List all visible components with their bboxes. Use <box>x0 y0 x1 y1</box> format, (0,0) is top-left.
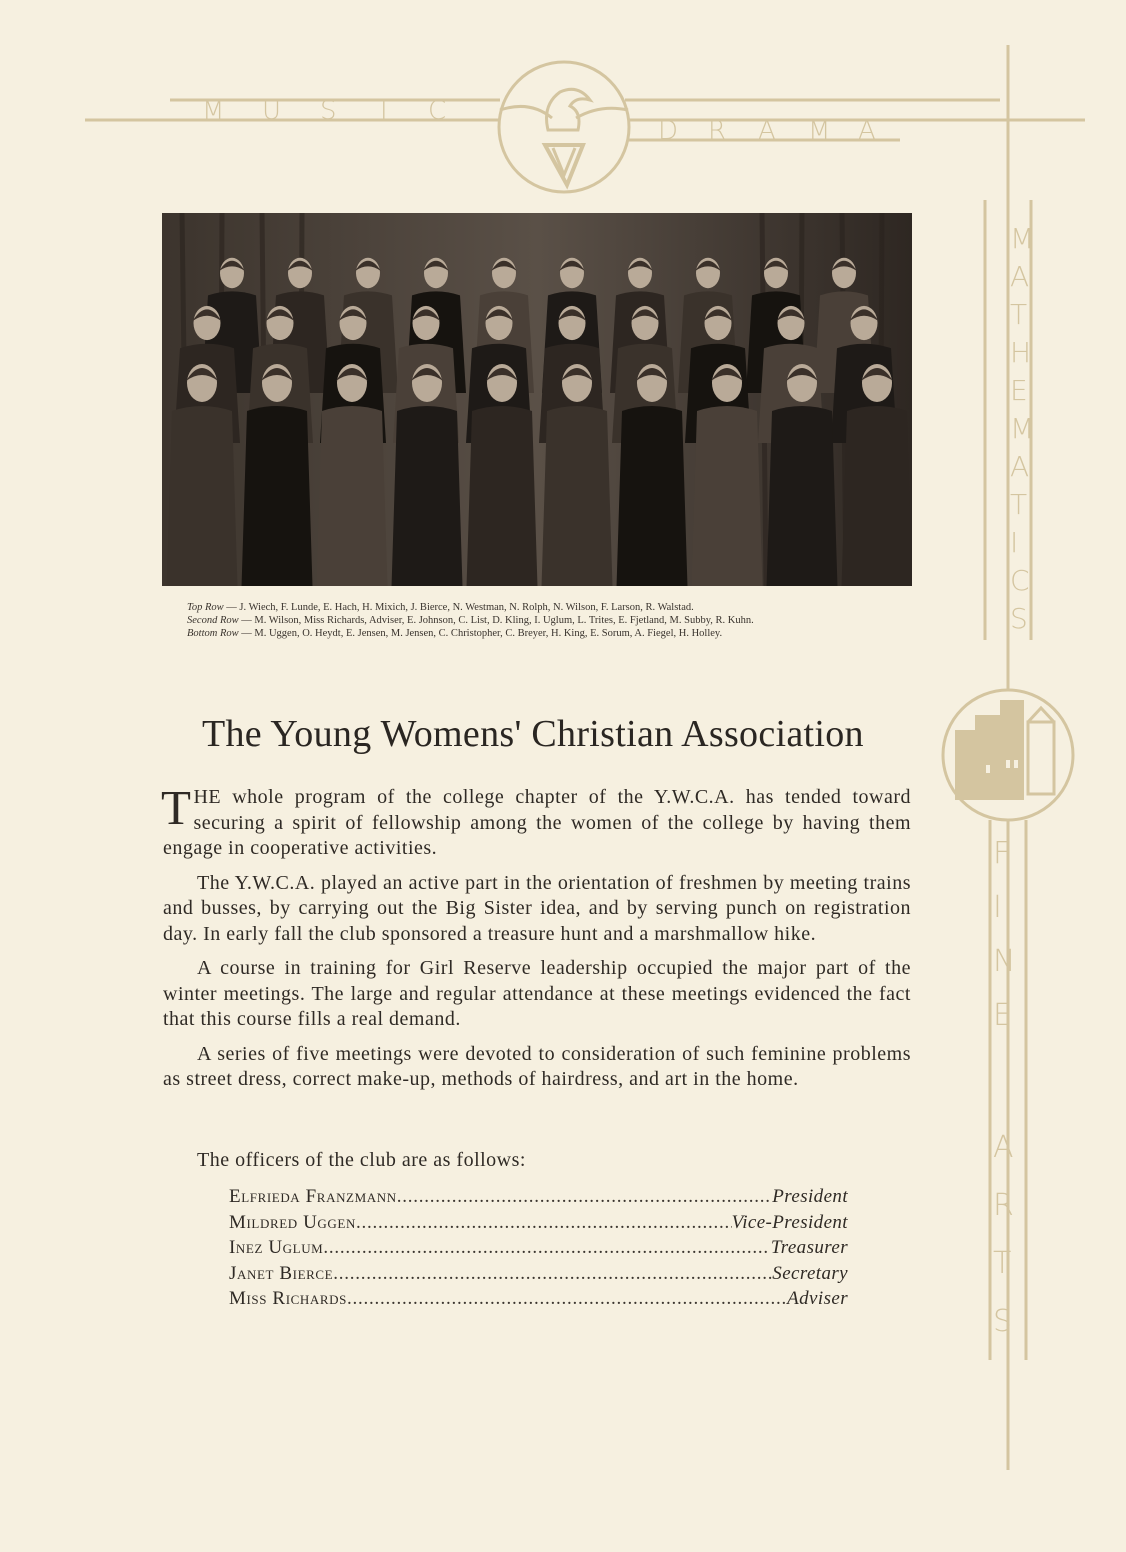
ornament-letter: E <box>1010 374 1028 407</box>
ornament-letter: H <box>1010 336 1032 369</box>
drop-cap: T <box>161 780 192 835</box>
officers-intro: The officers of the club are as follows: <box>197 1149 526 1171</box>
caption-row-label: Bottom Row <box>187 628 239 639</box>
caption-bottom-row <box>187 627 927 640</box>
ornament-letter: R <box>708 116 727 146</box>
dot-leader <box>347 1286 787 1312</box>
officer-role: Adviser <box>787 1288 848 1309</box>
article-body <box>161 780 911 1102</box>
caption-second-row <box>187 614 927 627</box>
ornament-letter: D <box>658 116 679 146</box>
ornament-letter: F <box>993 836 1011 871</box>
caption-top-row <box>187 601 927 614</box>
ornament-letter: U <box>262 96 282 126</box>
officer-row <box>229 1184 848 1210</box>
officer-row <box>229 1261 848 1287</box>
ornament-letter: S <box>993 1304 1013 1339</box>
paragraph-2: The Y.W.C.A. played an active part in the orientation of freshmen by meeting trains and busses, by carrying out the Big Sister idea, and by serving punch on registration day. In early fall the club sponsored a treasure hunt and a marshmallow hike. <box>163 871 911 945</box>
officer-name: Miss Richards <box>229 1288 347 1309</box>
dot-leader <box>356 1210 732 1236</box>
ornament-letter: A <box>993 1130 1014 1165</box>
ornament-letter: R <box>993 1188 1014 1223</box>
group-photograph-image <box>162 213 912 586</box>
officer-role: Vice-President <box>731 1211 848 1233</box>
dot-leader <box>323 1235 770 1261</box>
officer-role: Secretary <box>772 1262 848 1284</box>
ornament-letter: C <box>1010 564 1030 597</box>
ornament-letter: M <box>1010 412 1035 445</box>
officer-name: Mildred Uggen <box>229 1211 356 1233</box>
paragraph-1 <box>161 780 911 862</box>
ornament-letter: A <box>858 116 876 146</box>
caption-row-names: — J. Wiech, F. Lunde, E. Hach, H. Mixich, J. Bierce, N. Westman, N. Rolph, N. Wilson, F. Larson, R. Walstad. <box>226 602 694 613</box>
officer-row <box>229 1235 848 1261</box>
ornament-letter: N <box>993 944 1016 979</box>
ornament-letter: T <box>1010 488 1028 521</box>
officer-row <box>229 1210 848 1236</box>
ornament-letter: S <box>1010 602 1028 635</box>
ornament-letter: C <box>428 96 447 126</box>
ornament-letter: S <box>320 96 337 126</box>
officer-name: Inez Uglum <box>229 1237 324 1258</box>
torch-emblem-icon <box>499 62 629 192</box>
ornament-letter: I <box>1010 526 1019 559</box>
caption-row-names: — M. Uggen, O. Heydt, E. Jensen, M. Jensen, C. Christopher, C. Breyer, H. King, E. Sorum, A. Fiegel, H. Holley. <box>241 628 723 639</box>
ornament-letter: T <box>1010 298 1028 331</box>
ornament-letter: E <box>993 998 1012 1033</box>
city-skyline-emblem-icon <box>943 690 1073 820</box>
ornament-letter: I <box>993 890 1002 925</box>
paragraph-text: HE whole program of the college chapter of the Y.W.C.A. has tended toward securing a spirit of fellowship among the women of the college by having them engage in cooperative activities. <box>163 786 911 859</box>
paragraph-3: A course in training for Girl Reserve leadership occupied the major part of the winter meetings. The large and regular attendance at these meetings evidenced the fact that this course fills a real demand. <box>163 957 911 1030</box>
photo-caption <box>187 601 927 640</box>
officer-role: Treasurer <box>770 1237 848 1258</box>
ornament-letter: M <box>202 96 225 126</box>
caption-row-label: Second Row <box>187 615 239 626</box>
ornament-letter: M <box>808 116 831 146</box>
ornament-letter: T <box>993 1246 1012 1281</box>
officers-list <box>229 1184 848 1312</box>
ornament-letter: A <box>1010 450 1030 483</box>
group-photograph <box>162 213 912 586</box>
ornament-letter: A <box>1010 260 1030 293</box>
officer-name: Elfrieda Franzmann <box>229 1186 397 1207</box>
ornament-letter: I <box>380 96 388 126</box>
ornament-letter: M <box>1010 222 1035 255</box>
caption-row-label: Top Row <box>187 602 224 613</box>
caption-row-names: — M. Wilson, Miss Richards, Adviser, E. Johnson, C. List, D. Kling, I. Uglum, L. Trites, E. Fjetland, M. Subby, R. Kuhn. <box>241 615 754 626</box>
dot-leader <box>333 1261 772 1287</box>
officer-name: Janet Bierce <box>229 1262 334 1284</box>
paragraph-4: A series of five meetings were devoted to consideration of such feminine problems as street dress, correct make-up, methods of hairdress, and art in the home. <box>163 1042 911 1090</box>
dot-leader <box>397 1184 773 1210</box>
officer-role: President <box>772 1186 848 1207</box>
page-title: The Young Womens' Christian Association <box>202 713 864 755</box>
ornament-letter: A <box>758 116 776 146</box>
officer-row <box>229 1286 848 1312</box>
